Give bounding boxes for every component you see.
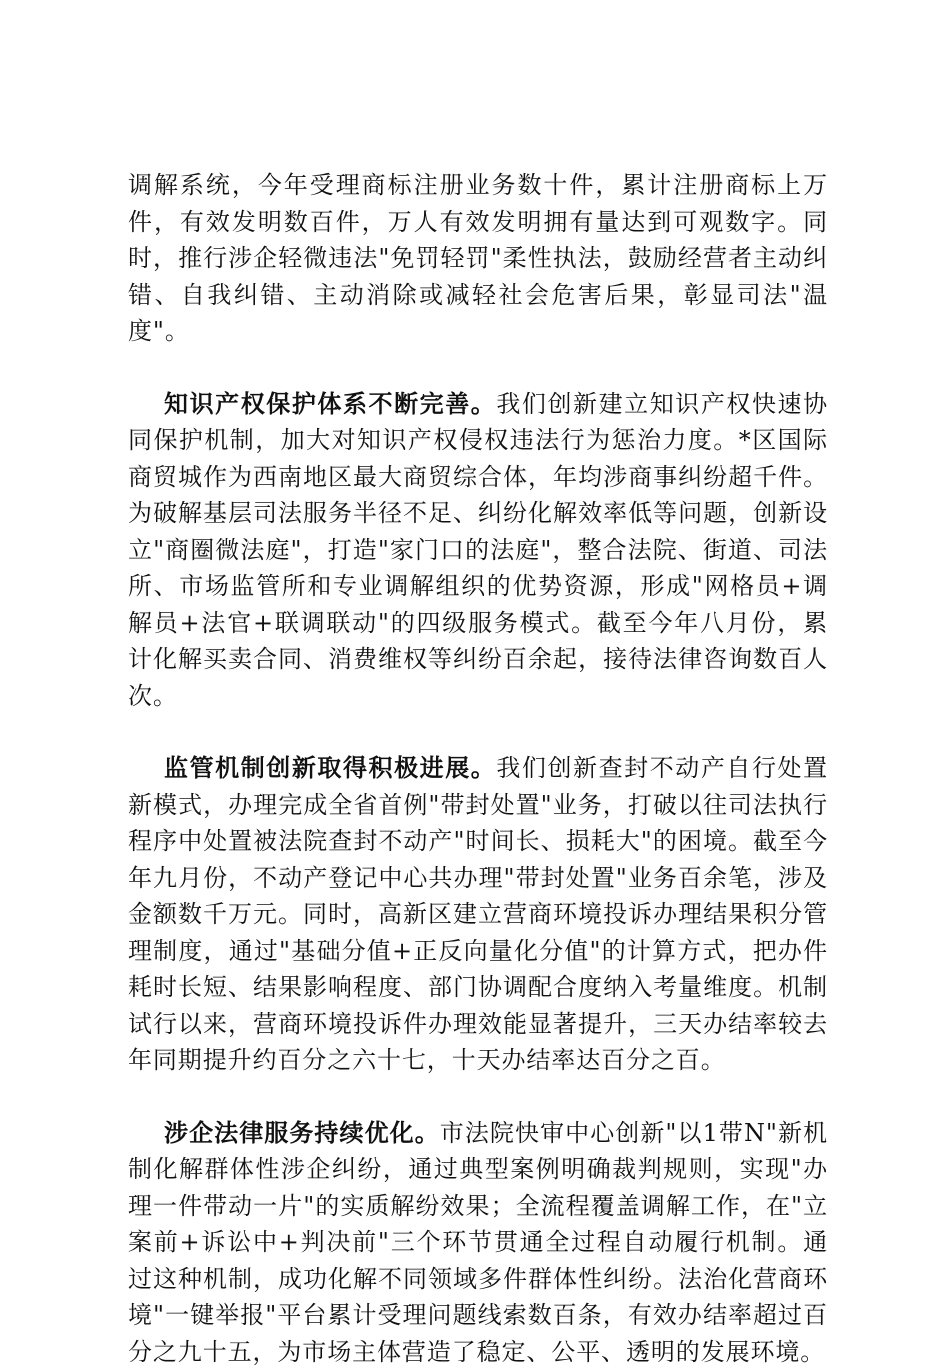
paragraph-continuation [128, 167, 828, 350]
paragraph-ip-protection [128, 386, 828, 715]
paragraph-text: 市法院快审中心创新"以1带N"新机制化解群体性涉企纠纷，通过典型案例明确裁判规则，实现"办理一件带动一片"的实质解纷效果；全流程覆盖调解工作，在"立案前+诉讼中+判决前"三个环节贯通全过程自动履行机制。通过这种机制，成功化解不同领域多件群体性纠纷。法治化营商环境"一键举报"平台累计受理问题线索数百条，有效办结率超过百分之九十五，为市场主体营造了稳定、公平、透明的发展环境。 [128, 1119, 828, 1366]
paragraph-lead-heading: 涉企法律服务持续优化。 [164, 1119, 440, 1147]
paragraph-text: 我们创新查封不动产自行处置新模式，办理完成全省首例"带封处置"业务，打破以往司法执行程序中处置被法院查封不动产"时间长、损耗大"的困境。截至今年九月份，不动产登记中心共办理"带封处置"业务百余笔，涉及金额数千万元。同时，高新区建立营商环境投诉办理结果积分管理制度，通过"基础分值+正反向量化分值"的计算方式，把办件耗时长短、结果影响程度、部门协调配合度纳入考量维度。机制试行以来，营商环境投诉件办理效能显著提升，三天办结率较去年同期提升约百分之六十七，十天办结率达百分之百。 [128, 754, 828, 1074]
document-body [128, 167, 828, 1370]
paragraph-lead-heading: 监管机制创新取得积极进展。 [164, 754, 496, 782]
paragraph-lead-heading: 知识产权保护体系不断完善。 [164, 390, 496, 418]
paragraph-regulatory-innovation [128, 750, 828, 1079]
paragraph-text: 调解系统，今年受理商标注册业务数十件，累计注册商标上万件，有效发明数百件，万人有效发明拥有量达到可观数字。同时，推行涉企轻微违法"免罚轻罚"柔性执法，鼓励经营者主动纠错、自我纠错、主动消除或减轻社会危害后果，彰显司法"温度"。 [128, 171, 828, 345]
paragraph-text: 我们创新建立知识产权快速协同保护机制，加大对知识产权侵权违法行为惩治力度。*区国际商贸城作为西南地区最大商贸综合体，年均涉商事纠纷超千件。为破解基层司法服务半径不足、纠纷化解效率低等问题，创新设立"商圈微法庭"，打造"家门口的法庭"，整合法院、街道、司法所、市场监管所和专业调解组织的优势资源，形成"网格员+调解员+法官+联调联动"的四级服务模式。截至今年八月份，累计化解买卖合同、消费维权等纠纷百余起，接待法律咨询数百人次。 [128, 390, 828, 710]
paragraph-legal-services [128, 1115, 828, 1370]
